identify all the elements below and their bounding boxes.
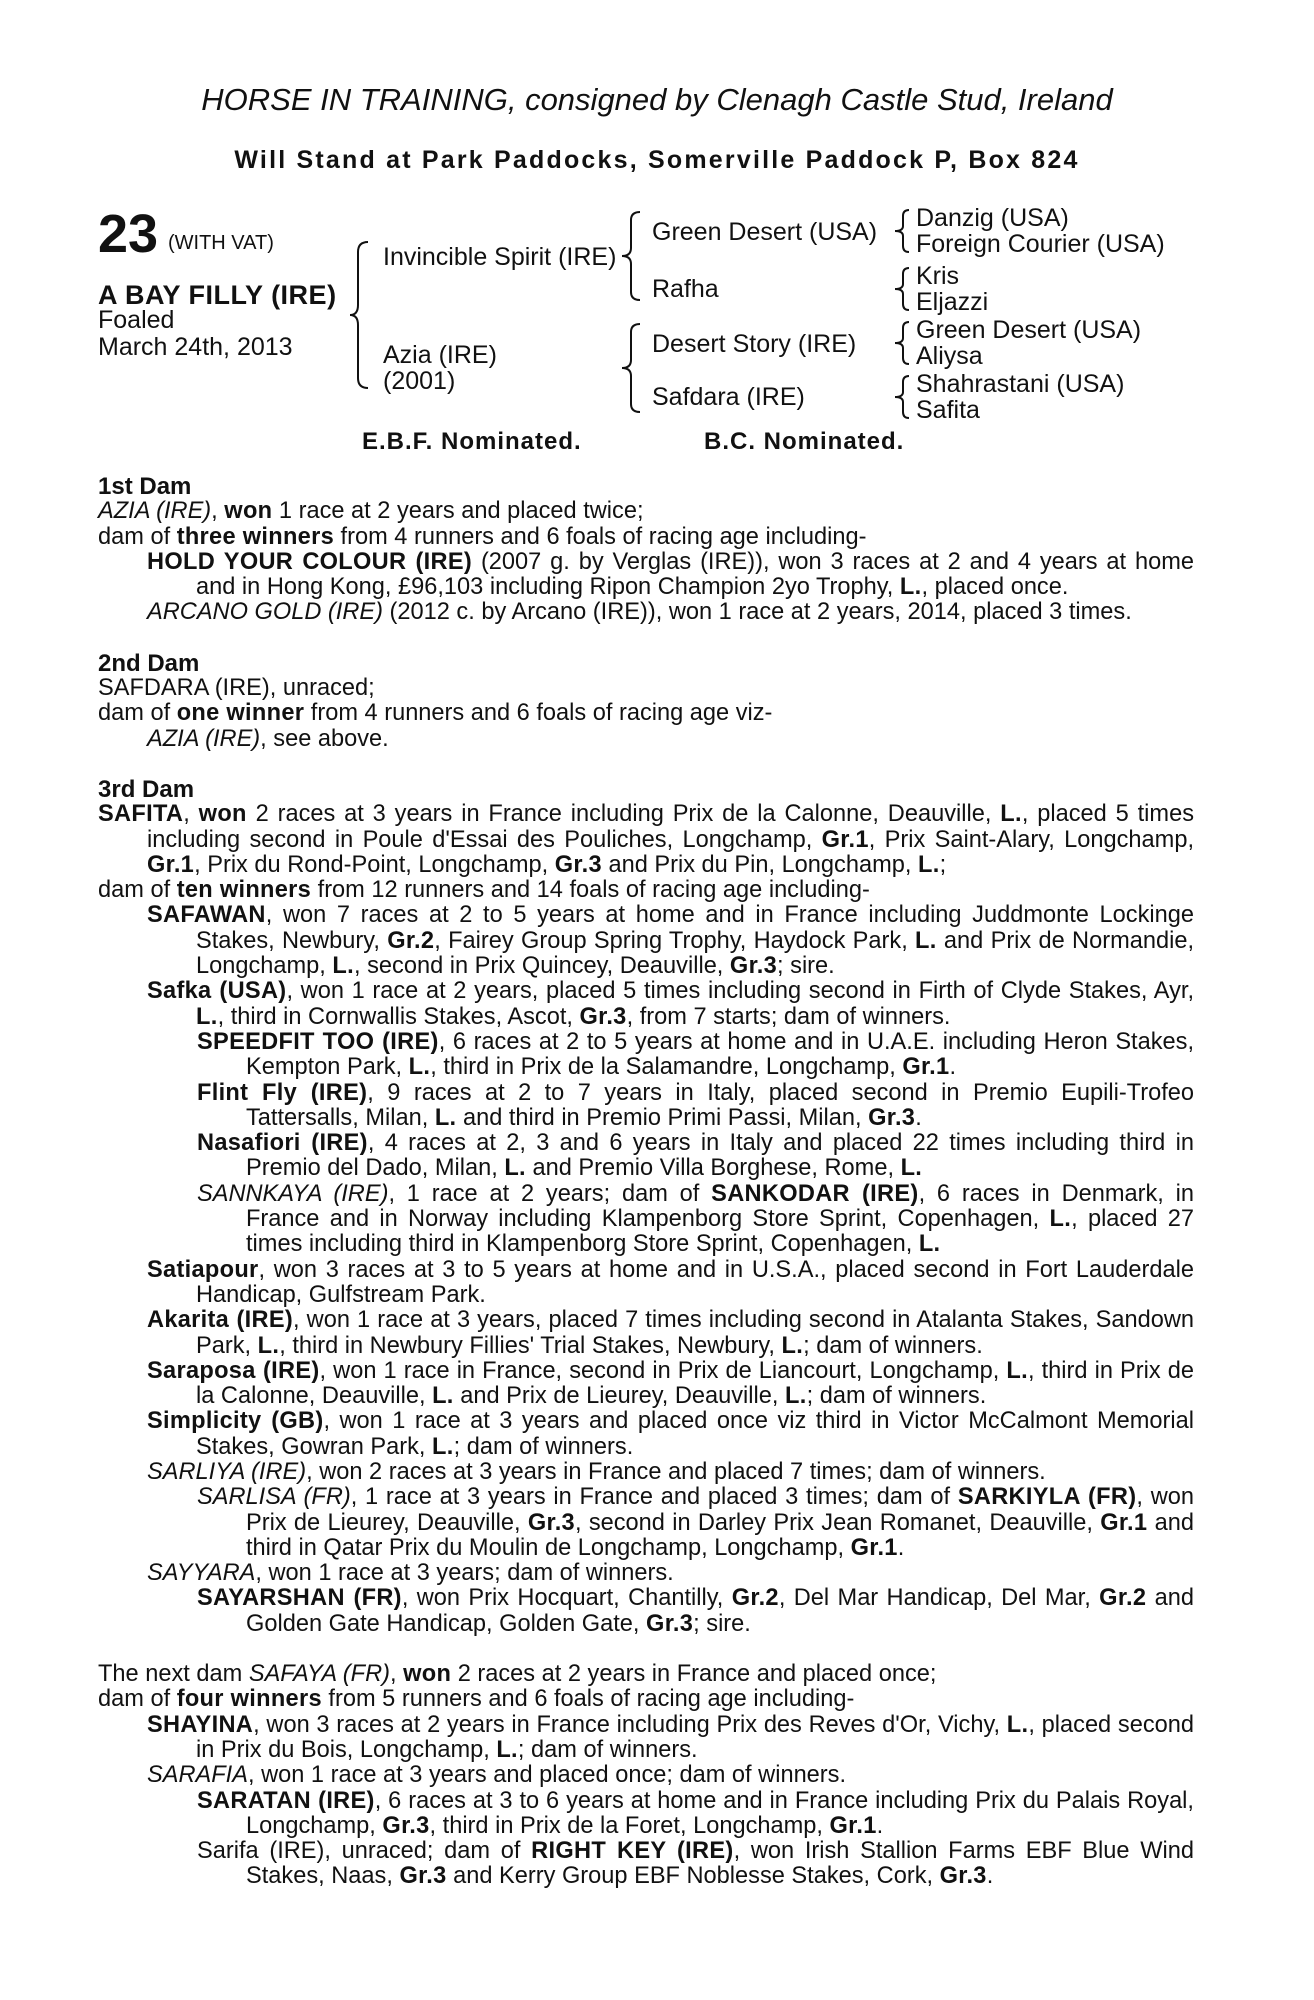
progeny-entry: SARAFIA, won 1 race at 3 years and placed once; dam of winners. [147, 1762, 847, 1789]
second-dam-line: SAFDARA (IRE), unraced; [98, 675, 375, 702]
progeny-entry: HOLD YOUR COLOUR (IRE) (2007 g. by Verglas (IRE)), won 3 races at 2 and 4 years at home and in Hong Kong, £96,103 including Ripon Champion 2yo Trophy, L., placed once. [147, 548, 1194, 601]
progeny-entry: SARLIYA (IRE), won 2 races at 3 years in France and placed 7 times; dam of winners. [147, 1458, 1046, 1485]
first-dam-heading: 1st Dam [98, 473, 192, 500]
pedigree-brace-g4 [893, 374, 911, 420]
progeny-entry: SARATAN (IRE), 6 races at 3 to 6 years at home and in France including Prix du Palais Royal, Longchamp, Gr.3, third in Prix de la Foret, Longchamp, Gr.1. [197, 1787, 1194, 1839]
pedigree-gen3-8: Safita [916, 396, 980, 424]
progeny-entry: SAYYARA, won 1 race at 3 years; dam of winners. [147, 1560, 674, 1587]
sire-name: Invincible Spirit (IRE) [383, 243, 617, 271]
sire-sire: Green Desert (USA) [652, 218, 878, 246]
second-dam-heading: 2nd Dam [98, 649, 200, 677]
progeny-entry: ARCANO GOLD (IRE) (2012 c. by Arcano (IRE)), won 1 race at 2 years, 2014, placed 3 times. [147, 599, 1132, 626]
progeny-entry: SHAYINA, won 3 races at 2 years in France including Prix des Reves d'Or, Vichy, L., placed second in Prix du Bois, Longchamp, L.; dam of winners. [147, 1711, 1194, 1763]
progeny-entry: AZIA (IRE), see above. [147, 725, 389, 752]
dam-dam: Safdara (IRE) [652, 383, 805, 411]
third-dam-line: SAFITA, won 2 races at 3 years in France including Prix de la Calonne, Deauville, L., placed 5 times including second in Poule d'Essai des Pouliches, Longchamp, Gr.1, Prix Saint-Alary, Longchamp, Gr.1, Prix du Rond-Point, Longchamp, Gr.3 and Prix du Pin, Longchamp, L.; [98, 801, 1194, 878]
pedigree-brace-g2 [893, 266, 911, 312]
progeny-entry: Safka (USA), won 1 race at 2 years, placed 5 times including second in Firth of Clyde Stakes, Ayr, L., third in Cornwallis Stakes, Ascot, Gr.3, from 7 starts; dam of winners. [147, 978, 1194, 1030]
first-dam-line: AZIA (IRE), won 1 race at 2 years and placed twice; [98, 498, 644, 525]
third-dam-heading: 3rd Dam [98, 775, 195, 803]
progeny-entry: SANNKAYA (IRE), 1 race at 2 years; dam of SANKODAR (IRE), 6 races in Denmark, in France and in Norway including Klampenborg Store Sprint, Copenhagen, L., placed 27 times including third in Klampenborg Store Sprint, Copenhagen, L. [197, 1180, 1195, 1258]
pedigree-gen3-2: Foreign Courier (USA) [916, 230, 1165, 258]
progeny-entry: Akarita (IRE), won 1 race at 3 years, placed 7 times including second in Atalanta Stakes, Sandown Park, L., third in Newbury Fillies' Trial Stakes, Newbury, L.; dam of winners. [147, 1307, 1195, 1359]
dam-name: Azia (IRE) [383, 341, 497, 369]
progeny-entry: Simplicity (GB), won 1 race at 3 years and placed once viz third in Victor McCalmont Memorial Stakes, Gowran Park, L.; dam of winners. [147, 1408, 1195, 1460]
progeny-entry: SAYARSHAN (FR), won Prix Hocquart, Chantilly, Gr.2, Del Mar Handicap, Del Mar, Gr.2 and Golden Gate Handicap, Golden Gate, Gr.3; sire. [197, 1585, 1195, 1637]
location-line: Will Stand at Park Paddocks, Somerville Paddock P, Box 824 [234, 146, 1080, 174]
dam-sire: Desert Story (IRE) [652, 330, 857, 358]
dam-year: (2001) [383, 367, 456, 395]
ebf-nominated: E.B.F. Nominated. [362, 428, 582, 455]
pedigree-gen3-6: Aliysa [916, 342, 983, 370]
progeny-entry: SARLISA (FR), 1 race at 3 years in France and placed 3 times; dam of SARKIYLA (FR), won Prix de Lieurey, Deauville, Gr.3, second in Darley Prix Jean Romanet, Deauville, Gr.1 and third in Qatar Prix du Moulin de Longchamp, Longchamp, Gr.1. [197, 1484, 1194, 1561]
pedigree-brace-main [348, 240, 372, 390]
pedigree-brace-dam [620, 322, 644, 414]
pedigree-brace-sire [620, 210, 644, 302]
catalogue-body [98, 474, 1194, 1890]
first-dam-produce: dam of three winners from 4 runners and 6 foals of racing age including- [98, 523, 867, 550]
pedigree-gen3-3: Kris [916, 262, 960, 290]
progeny-entry: Flint Fly (IRE), 9 races at 2 to 7 years in Italy, placed second in Premio Eupili-Trofeo Tattersalls, Milan, L. and third in Premio Primi Passi, Milan, Gr.3. [197, 1079, 1194, 1131]
progeny-entry: SAFAWAN, won 7 races at 2 to 5 years at home and in France including Juddmonte Lockinge Stakes, Newbury, Gr.2, Fairey Group Spring Trophy, Haydock Park, L. and Prix de Normandie, Longchamp, L., second in Prix Quincey, Deauville, Gr.3; sire. [147, 902, 1195, 980]
next-dam-produce: dam of four winners from 5 runners and 6 foals of racing age including- [98, 1686, 855, 1713]
pedigree-gen3-4: Eljazzi [916, 288, 989, 316]
foaled-label: Foaled [98, 306, 175, 334]
progeny-entry: Sarifa (IRE), unraced; dam of RIGHT KEY (IRE), won Irish Stallion Farms EBF Blue Wind Stakes, Naas, Gr.3 and Kerry Group EBF Noblesse Stakes, Cork, Gr.3. [197, 1838, 1194, 1890]
foaled-date: March 24th, 2013 [98, 333, 293, 361]
progeny-entry: Nasafiori (IRE), 4 races at 2, 3 and 6 years in Italy and placed 22 times including third in Premio del Dado, Milan, L. and Premio Villa Borghese, Rome, L. [197, 1130, 1194, 1182]
progeny-entry: Satiapour, won 3 races at 3 to 5 years at home and in U.S.A., placed second in Fort Lauderdale Handicap, Gulfstream Park. [147, 1256, 1194, 1308]
page-title: HORSE IN TRAINING, consigned by Clenagh Castle Stud, Ireland [201, 82, 1113, 117]
next-dam-line: The next dam SAFAYA (FR), won 2 races at 2 years in France and placed once; [98, 1661, 937, 1688]
second-dam-produce: dam of one winner from 4 runners and 6 foals of racing age viz- [98, 700, 773, 727]
pedigree-gen3-5: Green Desert (USA) [916, 316, 1142, 344]
lot-description: A BAY FILLY (IRE) [98, 280, 337, 310]
pedigree-gen3-1: Danzig (USA) [916, 204, 1069, 232]
lot-number: 23 [98, 204, 159, 264]
progeny-entry: Saraposa (IRE), won 1 race in France, second in Prix de Liancourt, Longchamp, L., third in Prix de la Calonne, Deauville, L. and Prix de Lieurey, Deauville, L.; dam of winners. [147, 1357, 1194, 1410]
vat-note: (WITH VAT) [168, 232, 274, 254]
pedigree-brace-g1 [893, 208, 911, 254]
pedigree-gen3-7: Shahrastani (USA) [916, 370, 1125, 398]
sire-dam: Rafha [652, 275, 719, 303]
bc-nominated: B.C. Nominated. [704, 428, 905, 455]
third-dam-produce: dam of ten winners from 12 runners and 14 foals of racing age including- [98, 877, 870, 904]
progeny-entry: SPEEDFIT TOO (IRE), 6 races at 2 to 5 years at home and in U.A.E. including Heron Stakes, Kempton Park, L., third in Prix de la Salamandre, Longchamp, Gr.1. [197, 1028, 1195, 1081]
pedigree-brace-g3 [893, 320, 911, 366]
